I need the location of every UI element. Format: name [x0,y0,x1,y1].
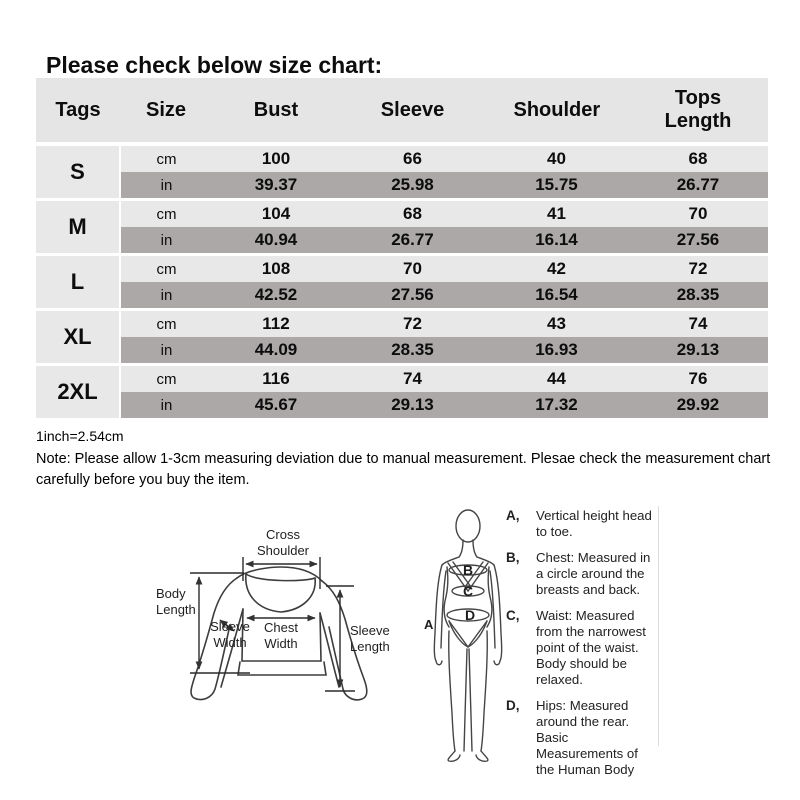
size-row-inch [36,337,768,365]
body-outline [434,510,501,761]
measurement-value: 26.77 [340,227,485,255]
measurement-value: 108 [212,255,340,283]
measurement-value: 25.98 [340,172,485,200]
measurement-value: 70 [628,200,768,228]
measurement-value: 112 [212,310,340,338]
measurement-value: 27.56 [340,282,485,310]
size-tag: S [36,144,120,200]
measurement-value: 29.13 [628,337,768,365]
header-tags: Tags [36,78,120,144]
body-label-a: A [424,617,434,632]
measurement-value: 44.09 [212,337,340,365]
measurement-value: 17.32 [485,392,628,420]
measurement-list [506,508,656,788]
unit-label-cm: cm [120,200,212,228]
body-label-d: D [464,607,476,623]
measurement-value: 16.93 [485,337,628,365]
measurement-value: 45.67 [212,392,340,420]
header-sleeve: Sleeve [340,78,485,144]
shirt-label-body-length: Body Length [156,586,196,617]
unit-label-cm: cm [120,310,212,338]
measurement-value: 104 [212,200,340,228]
shirt-label-cross-shoulder: Cross Shoulder [256,527,310,558]
measurement-item-text: Waist: Measured from the narrowest point of the waist. Body should be relaxed. [536,608,646,687]
measurement-value: 66 [340,144,485,172]
header-shoulder: Shoulder [485,78,628,144]
measurement-value: 15.75 [485,172,628,200]
unit-label-cm: cm [120,365,212,393]
size-tag: XL [36,310,120,365]
page-title: Please check below size chart: [46,52,383,78]
shirt-diagram [140,501,410,713]
measurement-value: 42 [485,255,628,283]
measurement-item-text: Hips: Measured around the rear. Basic Measurements of the Human Body [536,698,638,777]
measurement-value: 44 [485,365,628,393]
measurement-value: 76 [628,365,768,393]
measurement-value: 43 [485,310,628,338]
unit-label-inch: in [120,172,212,200]
measurement-item [506,608,656,688]
measurement-value: 40 [485,144,628,172]
measurement-value: 27.56 [628,227,768,255]
unit-label-inch: in [120,337,212,365]
unit-label-cm: cm [120,255,212,283]
measurement-value: 68 [628,144,768,172]
measurement-item-letter: D, [506,698,520,713]
measurement-value: 116 [212,365,340,393]
header-tops-length: Tops Length [628,78,768,144]
measurement-item [506,508,656,540]
size-row-inch [36,172,768,200]
measurement-item [506,550,656,598]
measurement-value: 28.35 [628,282,768,310]
measurement-value: 16.14 [485,227,628,255]
measurement-item-letter: B, [506,550,520,565]
measurement-value: 29.13 [340,392,485,420]
body-figure-diagram [418,503,518,765]
measurement-item-letter: A, [506,508,520,523]
measurement-value: 100 [212,144,340,172]
measurement-value: 72 [628,255,768,283]
measurement-value: 28.35 [340,337,485,365]
measurement-value: 74 [628,310,768,338]
size-tag: M [36,200,120,255]
size-table-body [36,144,768,420]
measurement-value: 68 [340,200,485,228]
measurement-value: 41 [485,200,628,228]
size-row-inch [36,227,768,255]
measurement-item-letter: C, [506,608,520,623]
unit-label-inch: in [120,392,212,420]
unit-label-inch: in [120,227,212,255]
measurement-item-text: Chest: Measured in a circle around the breasts and back. [536,550,651,597]
unit-label-inch: in [120,282,212,310]
measurement-value: 42.52 [212,282,340,310]
size-tag: 2XL [36,365,120,420]
measurement-value: 29.92 [628,392,768,420]
measurement-deviation-note: Note: Please allow 1-3cm measuring deviation due to manual measurement. Plesae check the measurement chart carefully before you buy the item. [36,451,771,488]
size-row-inch [36,282,768,310]
measurement-item [506,698,656,778]
inch-conversion-note: 1inch=2.54cm [36,428,124,444]
measurement-figures [0,496,800,786]
body-label-c: C [462,583,474,599]
shirt-label-chest-width: Chest Width [264,620,298,651]
size-row-cm [36,310,768,338]
size-row-inch [36,392,768,420]
unit-label-cm: cm [120,144,212,172]
figure-right-border [658,506,659,746]
measurement-value: 26.77 [628,172,768,200]
measurement-value: 16.54 [485,282,628,310]
shirt-label-sleeve-length: Sleeve Length [350,623,390,654]
size-table [36,78,768,421]
measurement-item-text: Vertical height head to toe. [536,508,652,539]
measurement-value: 70 [340,255,485,283]
measurement-value: 72 [340,310,485,338]
measurement-value: 74 [340,365,485,393]
header-row [36,78,768,144]
header-bust: Bust [212,78,340,144]
body-label-b: B [462,562,474,578]
measurement-value: 39.37 [212,172,340,200]
size-row-cm [36,255,768,283]
shirt-label-sleeve-width: Sleeve Width [210,619,250,650]
measurement-value: 40.94 [212,227,340,255]
size-row-cm [36,365,768,393]
size-tag: L [36,255,120,310]
header-size: Size [120,78,212,144]
size-table-header [36,78,768,144]
size-row-cm [36,144,768,172]
size-row-cm [36,200,768,228]
